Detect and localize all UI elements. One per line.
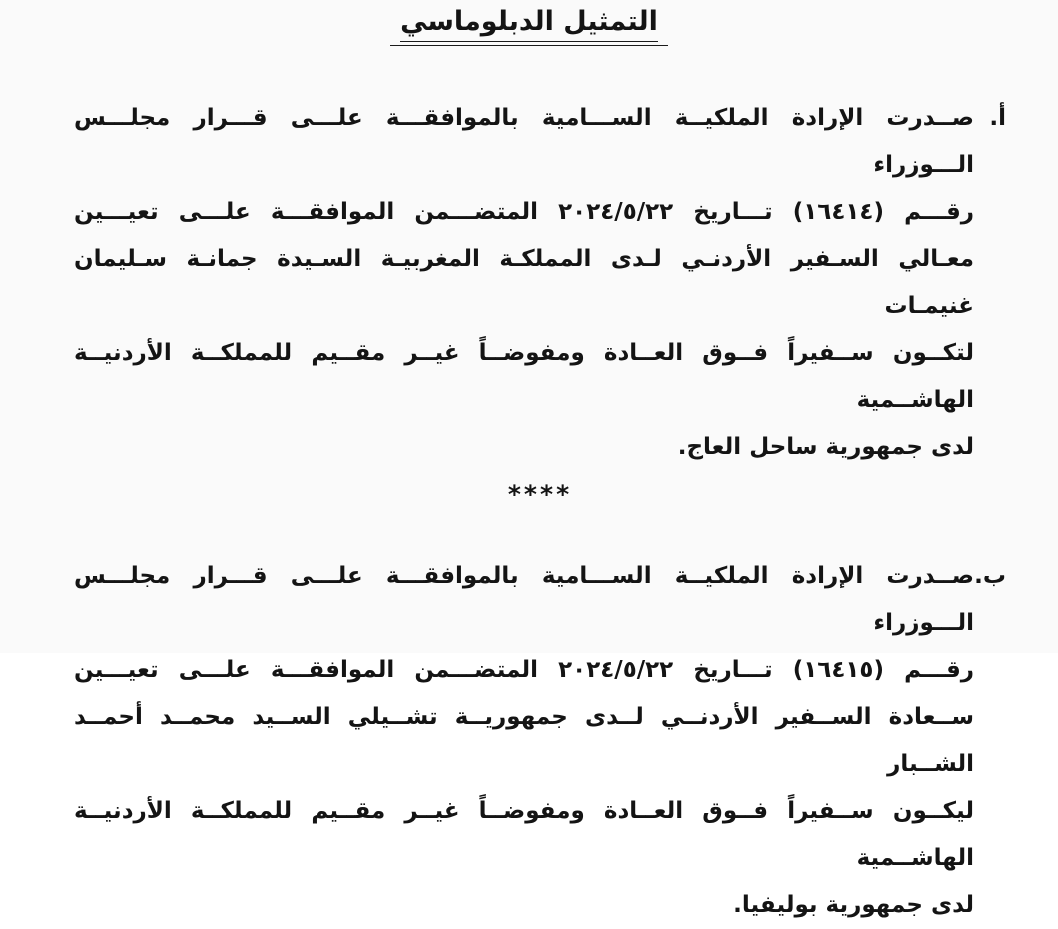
paragraph-line: صــدرت الإرادة الملكيــة الســـامية بالموافقـــة علـــى قـــرار مجلـــس الـــوزراء: [74, 105, 974, 178]
paragraph-b-marker: ب.: [974, 563, 1006, 589]
paragraph-line: لدى جمهورية ساحل العاج.: [677, 434, 974, 460]
paragraph-a-marker: أ.: [989, 105, 1006, 131]
paragraph-line: ســعادة الســفير الأردنــي لــدى جمهوريــة تشــيلي الســيد محمــد أحمــد الشــبار: [74, 704, 974, 777]
page-title: التمثيل الدبلوماسي: [400, 5, 658, 42]
document-body: [0, 46, 1058, 929]
paragraph-line: صــدرت الإرادة الملكيــة الســـامية بالموافقـــة علـــى قـــرار مجلـــس الـــوزراء: [74, 563, 974, 636]
paragraph-line: رقـــم (١٦٤١٤) تـــاريخ ٢٠٢٤/٥/٢٢ المتضـــمن الموافقـــة علـــى تعيـــين: [74, 199, 974, 225]
paragraph-b: [74, 553, 1006, 929]
paragraph-a: [74, 95, 1006, 471]
section-separator: ****: [507, 480, 573, 509]
paragraph-line: ليكــون ســفيراً فــوق العــادة ومفوضــاً غيــر مقــيم للمملكــة الأردنيــة الهاشــمية: [74, 798, 974, 871]
title-section: [0, 0, 1058, 46]
title-underline: [390, 5, 668, 46]
paragraph-line: لتكــون ســفيراً فــوق العــادة ومفوضــاً غيــر مقــيم للمملكــة الأردنيــة الهاشــمية: [74, 340, 974, 413]
paragraph-line: لدى جمهورية بوليفيا.: [733, 892, 974, 918]
paragraph-line: معـالي السـفير الأردنـي لـدى المملكـة المغربيـة السـيدة جمانـة سـليمان غنيمـات: [74, 246, 974, 319]
paragraph-line: رقـــم (١٦٤١٥) تـــاريخ ٢٠٢٤/٥/٢٢ المتضـــمن الموافقـــة علـــى تعيـــين: [74, 657, 974, 683]
